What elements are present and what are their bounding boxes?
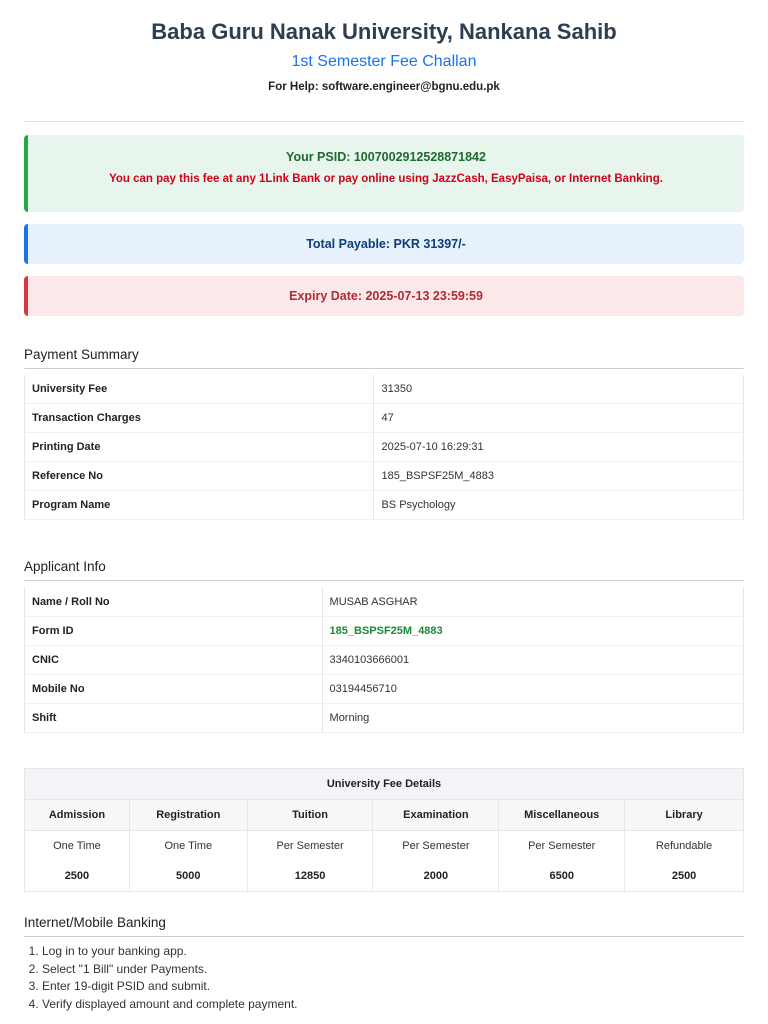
fee-header-row xyxy=(25,800,744,831)
fee-amount: 6500 xyxy=(499,861,625,892)
payment-note: You can pay this fee at any 1Link Bank or pay online using JazzCash, EasyPaisa, or Internet Banking. xyxy=(109,173,663,185)
psid-text: Your PSID: 1007002912528871842 xyxy=(286,150,486,164)
fee-frequency: Per Semester xyxy=(499,831,625,862)
table-row xyxy=(25,675,744,704)
row-value: 3340103666001 xyxy=(322,646,743,675)
row-label: Printing Date xyxy=(25,433,374,462)
psid-alert xyxy=(24,135,744,212)
row-label: Name / Roll No xyxy=(25,588,323,617)
applicant-info-table xyxy=(24,588,744,733)
fee-amount: 2500 xyxy=(625,861,744,892)
column-header: Examination xyxy=(373,800,499,831)
column-header: Registration xyxy=(129,800,247,831)
row-value: BS Psychology xyxy=(374,491,744,520)
column-header: Admission xyxy=(25,800,130,831)
table-row xyxy=(25,375,744,404)
table-row xyxy=(25,433,744,462)
row-label: Transaction Charges xyxy=(25,404,374,433)
challan-title: 1st Semester Fee Challan xyxy=(291,53,477,70)
column-header: Miscellaneous xyxy=(499,800,625,831)
fee-frequency: Per Semester xyxy=(247,831,373,862)
applicant-info-title: Applicant Info xyxy=(24,559,744,581)
expiry-alert xyxy=(24,276,744,316)
fee-frequency: Per Semester xyxy=(373,831,499,862)
fee-frequency: One Time xyxy=(25,831,130,862)
table-row xyxy=(25,491,744,520)
form-id-value: 185_BSPSF25M_4883 xyxy=(322,617,743,646)
row-label: Mobile No xyxy=(25,675,323,704)
list-item: 1. Log in to your banking app. xyxy=(42,943,297,961)
fee-frequency: Refundable xyxy=(625,831,744,862)
payment-summary-table xyxy=(24,375,744,520)
list-item: 2. Select "1 Bill" under Payments. xyxy=(42,961,297,979)
payment-summary-title: Payment Summary xyxy=(24,347,744,369)
row-value: Morning xyxy=(322,704,743,733)
column-header: Tuition xyxy=(247,800,373,831)
fee-amount-row xyxy=(25,861,744,892)
row-label: University Fee xyxy=(25,375,374,404)
expiry-text: Expiry Date: 2025-07-13 23:59:59 xyxy=(289,289,483,303)
row-value: 185_BSPSF25M_4883 xyxy=(374,462,744,491)
row-label: CNIC xyxy=(25,646,323,675)
row-label: Form ID xyxy=(25,617,323,646)
row-value: 31350 xyxy=(374,375,744,404)
row-value: 2025-07-10 16:29:31 xyxy=(374,433,744,462)
help-contact: For Help: software.engineer@bgnu.edu.pk xyxy=(268,81,500,93)
total-payable-text: Total Payable: PKR 31397/- xyxy=(306,237,466,251)
row-label: Program Name xyxy=(25,491,374,520)
fee-amount: 12850 xyxy=(247,861,373,892)
table-row xyxy=(25,704,744,733)
fee-challan xyxy=(24,0,744,1011)
row-label: Shift xyxy=(25,704,323,733)
banking-title: Internet/Mobile Banking xyxy=(24,915,744,937)
header xyxy=(24,0,744,94)
fee-details-caption: University Fee Details xyxy=(25,769,744,800)
list-item: 3. Enter 19-digit PSID and submit. xyxy=(42,978,297,996)
row-value: 03194456710 xyxy=(322,675,743,704)
column-header: Library xyxy=(625,800,744,831)
fee-details-table xyxy=(24,768,744,892)
fee-amount: 2500 xyxy=(25,861,130,892)
total-payable-alert xyxy=(24,224,744,264)
row-value: 47 xyxy=(374,404,744,433)
list-item: 4. Verify displayed amount and complete payment. xyxy=(42,996,297,1014)
fee-amount: 2000 xyxy=(373,861,499,892)
row-label: Reference No xyxy=(25,462,374,491)
table-row xyxy=(25,588,744,617)
table-row xyxy=(25,617,744,646)
banking-steps xyxy=(24,943,297,1013)
university-name: Baba Guru Nanak University, Nankana Sahib xyxy=(151,19,617,44)
fee-frequency-row xyxy=(25,831,744,862)
fee-amount: 5000 xyxy=(129,861,247,892)
row-value: MUSAB ASGHAR xyxy=(322,588,743,617)
table-row xyxy=(25,646,744,675)
header-divider xyxy=(24,121,744,122)
table-row xyxy=(25,404,744,433)
table-row xyxy=(25,462,744,491)
fee-frequency: One Time xyxy=(129,831,247,862)
